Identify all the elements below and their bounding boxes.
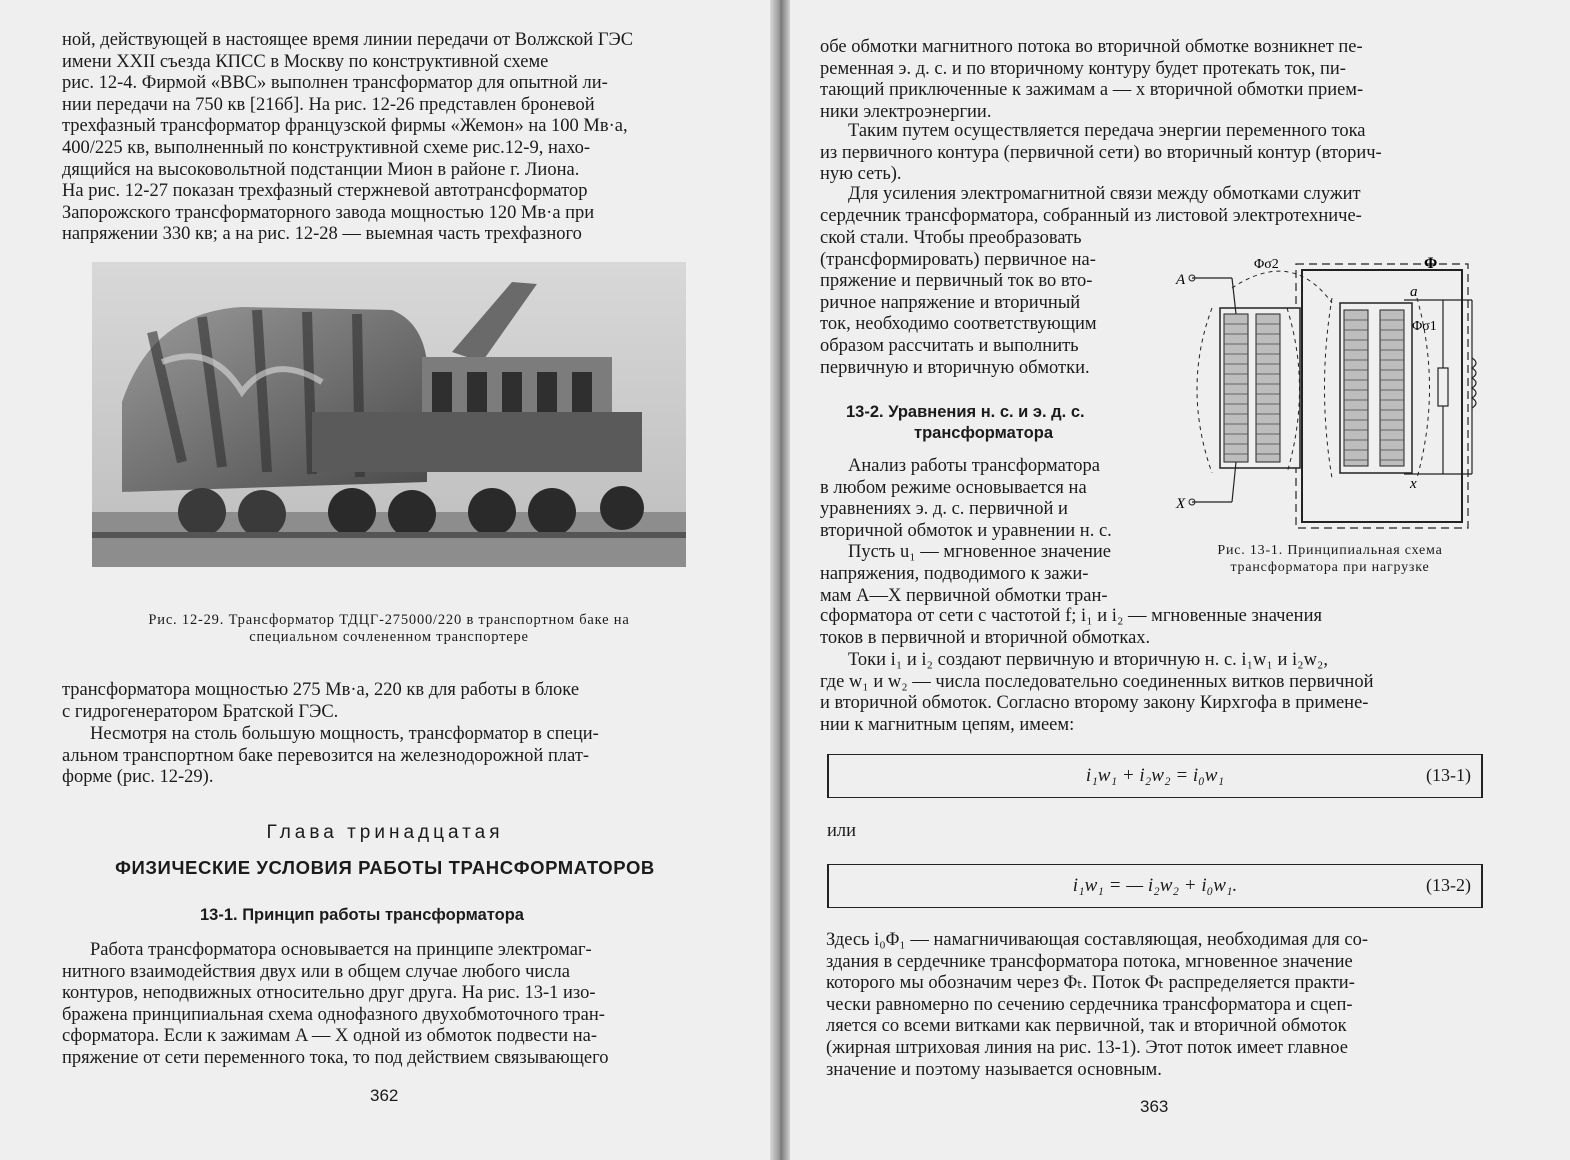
right-bottom-paragraph xyxy=(826,930,1486,1081)
left-after-figure-paragraph-2 xyxy=(62,724,722,789)
right-top-paragraph xyxy=(820,37,1482,123)
text-line: тающий приключенные к зажимам a — x вторичной обмотки прием- xyxy=(820,80,1364,101)
transformer-transport-photo xyxy=(92,262,686,567)
text-line: вторичной обмоток и уравнении н. с. xyxy=(820,520,1112,541)
equation-formula: i₁w₁ = — i₂w₂ + i₀w₁. xyxy=(1072,875,1238,896)
text-line: Таким путем осуществляется передача энергии переменного тока xyxy=(848,121,1366,141)
page-number-right: 363 xyxy=(1140,1097,1169,1116)
text-line: чески равномерно по сечению сердечника трансформатора и сцеп- xyxy=(826,994,1353,1015)
text-line: контуров, неподвижных относительно друг друга. На рис. 13-1 изо- xyxy=(62,983,596,1004)
text-line: образом рассчитать и выполнить xyxy=(820,335,1079,356)
text-line: нии к магнитным цепям, имеем: xyxy=(820,714,1075,735)
equation-formula: i₁w₁ + i₂w₂ = i₀w₁ xyxy=(1085,765,1225,786)
text-line: обе обмотки магнитного потока во вторичной обмотке возникнет пе- xyxy=(820,37,1363,57)
text-line: Здесь i₀Φ₁ — намагничивающая составляющая, необходимая для со- xyxy=(826,930,1368,950)
right-paragraph-3 xyxy=(820,184,1482,227)
equation-13-2 xyxy=(827,864,1483,908)
text-line: первичную и вторичную обмотки. xyxy=(820,357,1090,378)
text-line: сформатора. Если к зажимам A — X одной из обмоток подвести на- xyxy=(62,1026,598,1047)
left-top-paragraph xyxy=(62,30,722,246)
text-line: с гидрогенератором Братской ГЭС. xyxy=(62,701,339,722)
transformer-schematic-diagram xyxy=(1172,248,1490,538)
text-line: Для усиления электромагнитной связи между обмотками служит xyxy=(848,184,1361,204)
text-line: сердечник трансформатора, собранный из листовой электротехниче- xyxy=(820,205,1362,226)
text-line: Несмотря на столь большую мощность, трансформатор в специ- xyxy=(90,724,599,744)
text-line: и вторичной обмоток. Согласно второму закону Кирхгофа в примене- xyxy=(820,693,1369,714)
figure-caption-13-1 xyxy=(1170,542,1490,576)
text-line: уравнениях э. д. с. первичной и xyxy=(820,499,1068,520)
right-narrow-paragraph xyxy=(820,456,1156,607)
section-title-line: трансформатора xyxy=(914,424,1054,442)
text-line: где w₁ и w₂ — числа последовательно соединенных витков первичной xyxy=(820,671,1374,692)
text-line: здания в сердечнике трансформатора потока, мгновенное значение xyxy=(826,951,1353,972)
section-title-line: 13-2. Уравнения н. с. и э. д. с. xyxy=(846,403,1085,421)
chapter-title: ФИЗИЧЕСКИЕ УСЛОВИЯ РАБОТЫ ТРАНСФОРМАТОРОВ xyxy=(115,857,655,878)
text-line: значение и поэтому называется основным. xyxy=(826,1059,1162,1080)
text-line: На рис. 12-27 показан трехфазный стержневой автотрансформатор xyxy=(62,181,588,202)
left-section-paragraph xyxy=(62,940,722,1070)
text-line: пряжение и первичный ток во вто- xyxy=(820,271,1093,292)
text-line: мам A—X первичной обмотки тран- xyxy=(820,585,1108,606)
text-line: (жирная штриховая линия на рис. 13-1). Этот поток имеет главное xyxy=(826,1037,1348,1058)
text-line: трехфазный трансформатор французской фирмы «Жемон» на 100 Мв·а, xyxy=(62,116,628,137)
text-line: ток, необходимо соответствующим xyxy=(820,314,1097,335)
text-line: ляется со всеми витками как первичной, так и вторичной обмоток xyxy=(826,1016,1347,1037)
text-line: нии передачи на 750 кв [216б]. На рис. 12-26 представлен броневой xyxy=(62,94,595,115)
caption-line: Рис. 12-29. Трансформатор ТДЦГ-275000/220 в транспортном баке на xyxy=(148,612,630,628)
or-word: или xyxy=(827,821,857,841)
right-paragraph-2 xyxy=(820,121,1482,186)
text-line: в любом режиме основывается на xyxy=(820,477,1087,498)
text-line: ременная э. д. с. и по вторичному контуру будет протекать ток, пи- xyxy=(820,58,1346,79)
text-line: сформатора от сети с частотой f; i₁ и i₂ — мгновенные значения xyxy=(820,606,1322,626)
equation-number: (13-2) xyxy=(1426,875,1471,895)
text-line: ской стали. Чтобы преобразовать xyxy=(820,228,1082,248)
caption-line: трансформатора при нагрузке xyxy=(1230,560,1430,575)
text-line: ной, действующей в настоящее время линии передачи от Волжской ГЭС xyxy=(62,30,634,50)
section-title-13-1: 13-1. Принцип работы трансформатора xyxy=(200,906,524,924)
caption-line: специальном сочлененном транспортере xyxy=(249,629,529,645)
text-line: Пусть u₁ — мгновенное значение xyxy=(848,542,1112,563)
text-line: которого мы обозначим через Φₜ. Поток Φₜ распределяется практи- xyxy=(826,973,1355,994)
leakage-flux-2-label: Φσ2 xyxy=(1254,257,1279,272)
text-line: альном транспортном баке перевозится на железнодорожной плат- xyxy=(62,745,590,766)
text-line: имени XXII съезда КПСС в Москву по конструктивной схеме xyxy=(62,51,549,72)
figure-caption-12-29 xyxy=(92,612,686,646)
text-line: дящийся на высоковольтной подстанции Мион в районе г. Лиона. xyxy=(62,159,580,180)
text-line: трансформатора мощностью 275 Мв·а, 220 кв для работы в блоке xyxy=(62,680,580,700)
text-line: нитного взаимодействия двух или в общем случае любого числа xyxy=(62,961,570,982)
text-line: из первичного контура (первичной сети) во вторичный контур (вторич- xyxy=(820,142,1382,163)
text-line: Анализ работы трансформатора xyxy=(848,456,1100,476)
text-line: токов в первичной и вторичной обмотках. xyxy=(820,627,1151,648)
text-line: Запорожского трансформаторного завода мощностью 120 Мв·а при xyxy=(62,202,595,223)
text-line: ную сеть). xyxy=(820,164,902,185)
terminal-A-label: A xyxy=(1176,272,1186,288)
equation-13-1 xyxy=(827,754,1483,798)
page-number-left: 362 xyxy=(370,1086,399,1105)
text-line: напряжении 330 кв; а на рис. 12-28 — выемная часть трехфазного xyxy=(62,224,582,245)
text-line: бражена принципиальная схема однофазного двухобмоточного тран- xyxy=(62,1004,605,1025)
terminal-a-label: a xyxy=(1410,284,1418,300)
text-line: рис. 12-4. Фирмой «ВВС» выполнен трансформатор для опытной ли- xyxy=(62,73,608,94)
text-line: ричное напряжение и вторичный xyxy=(820,292,1081,313)
text-line: ники электроэнергии. xyxy=(820,101,992,122)
section-title-13-2 xyxy=(846,402,1156,444)
right-paragraph-3-narrow xyxy=(820,228,1156,379)
text-line: 400/225 кв, выполненный по конструктивной схеме рис.12-9, нахо- xyxy=(62,137,591,158)
caption-line: Рис. 13-1. Принципиальная схема xyxy=(1217,543,1443,558)
leakage-flux-1-label: Φσ1 xyxy=(1412,319,1437,334)
text-line: Токи i₁ и i₂ создают первичную и вторичную н. с. i₁w₁ и i₂w₂, xyxy=(848,650,1328,670)
main-flux-label: Φ xyxy=(1424,255,1438,272)
text-line: напряжения, подводимого к зажи- xyxy=(820,563,1089,584)
right-full-paragraph xyxy=(820,606,1482,649)
terminal-x-label: x xyxy=(1410,476,1417,492)
text-line: пряжение от сети переменного тока, то под действием связывающего xyxy=(62,1047,609,1068)
text-line: форме (рис. 12-29). xyxy=(62,767,214,788)
left-after-figure-paragraph-1 xyxy=(62,680,722,723)
text-line: Работа трансформатора основывается на принципе электромаг- xyxy=(90,940,592,960)
terminal-X-label: X xyxy=(1176,496,1186,512)
equation-number: (13-1) xyxy=(1426,765,1471,785)
book-gutter xyxy=(770,0,790,1160)
text-line: (трансформировать) первичное на- xyxy=(820,249,1096,270)
left-page xyxy=(0,0,770,1160)
chapter-label: Глава тринадцатая xyxy=(266,822,504,843)
right-currents-paragraph xyxy=(820,650,1482,736)
